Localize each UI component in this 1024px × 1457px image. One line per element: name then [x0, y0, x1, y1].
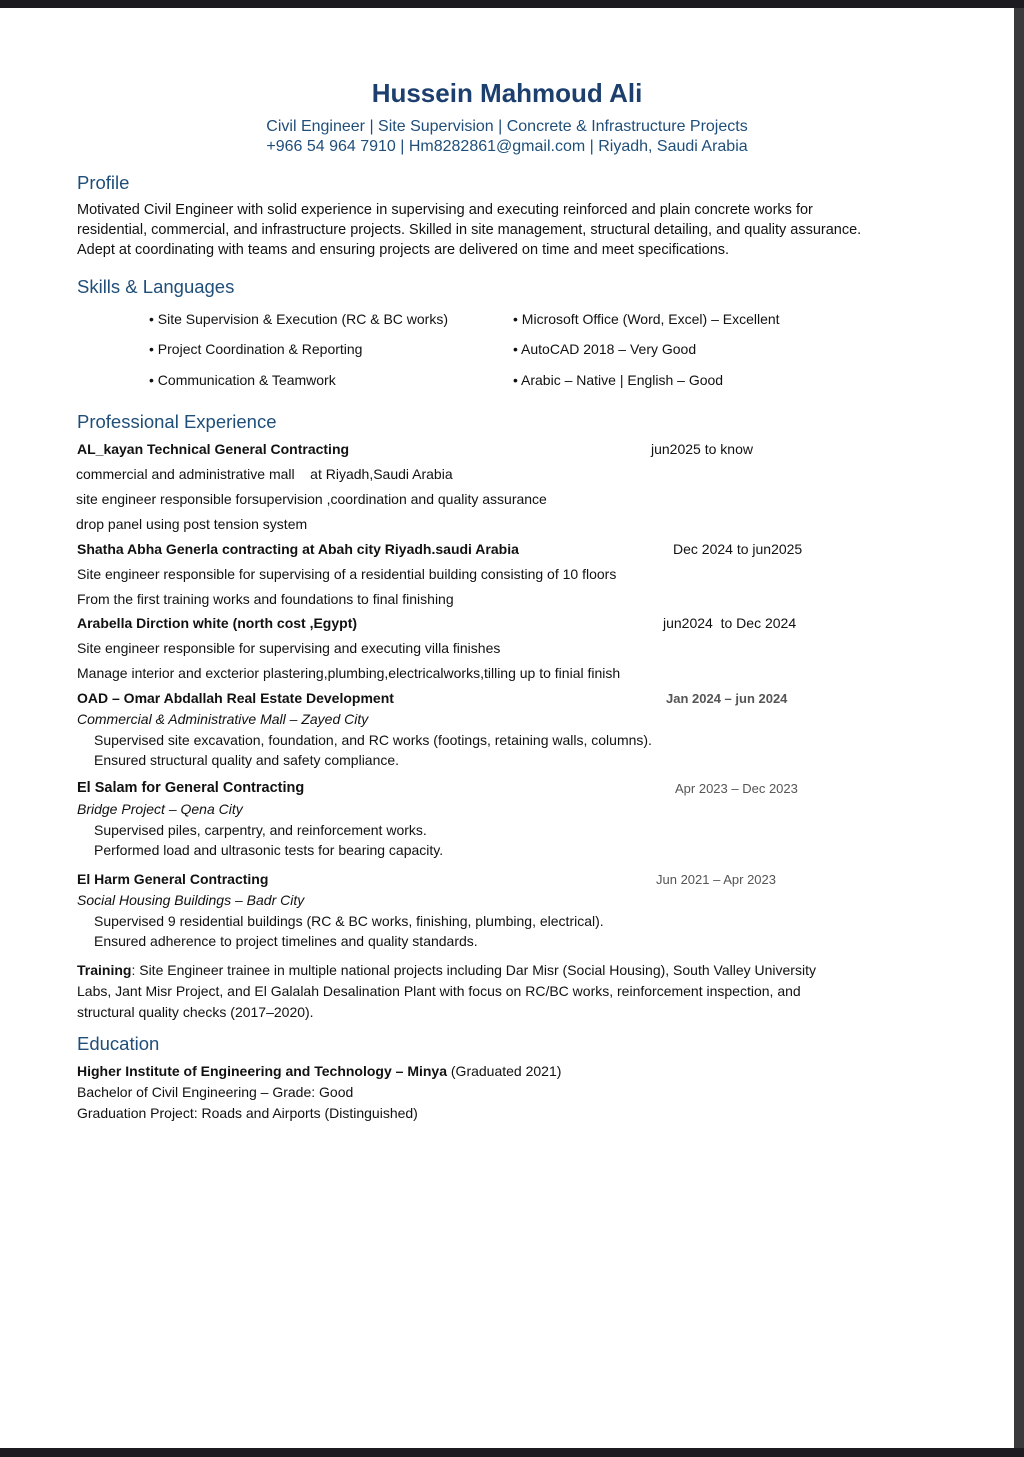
- job-line: site engineer responsible forsupervision ,coordination and quality assurance: [76, 491, 547, 507]
- contact-info: +966 54 964 7910 | Hm8282861@gmail.com | Riyadh, Saudi Arabia: [266, 138, 748, 155]
- training-line: structural quality checks (2017–2020).: [77, 1004, 314, 1020]
- job-company: El Harm General Contracting: [77, 871, 269, 887]
- education-graduated: (Graduated 2021): [447, 1063, 562, 1079]
- headline: Civil Engineer | Site Supervision | Concrete & Infrastructure Projects: [266, 118, 748, 135]
- job-line: Performed load and ultrasonic tests for bearing capacity.: [94, 842, 444, 858]
- section-heading-profile: Profile: [77, 172, 130, 193]
- job-company: AL_kayan Technical General Contracting: [77, 441, 350, 457]
- profile-line: residential, commercial, and infrastructure projects. Skilled in site management, structural detailing, and quality assurance.: [77, 222, 862, 238]
- skill-item: • Microsoft Office (Word, Excel) – Excellent: [513, 311, 780, 327]
- job-line: Site engineer responsible for supervising of a residential building consisting of 10 floors: [77, 566, 617, 582]
- profile-line: Motivated Civil Engineer with solid experience in supervising and executing reinforced and plain concrete works for: [77, 202, 813, 218]
- candidate-name: Hussein Mahmoud Ali: [371, 78, 643, 108]
- job-line: Manage interior and excterior plastering,plumbing,electricalworks,tilling up to finial finish: [77, 665, 621, 681]
- section-heading-experience: Professional Experience: [77, 411, 277, 432]
- training-line: Labs, Jant Misr Project, and El Galalah Desalination Plant with focus on RC/BC works, reinforcement inspection, and: [77, 983, 801, 999]
- section-heading-education: Education: [77, 1033, 160, 1054]
- skill-item: • Site Supervision & Execution (RC & BC works): [149, 311, 449, 327]
- job-line: Site engineer responsible for supervising and executing villa finishes: [77, 640, 501, 656]
- job-company: Arabella Dirction white (north cost ,Egypt): [77, 615, 358, 631]
- skill-item: • Arabic – Native | English – Good: [513, 372, 724, 388]
- job-dates: jun2025 to know: [651, 441, 753, 457]
- job-dates: Jan 2024 – jun 2024: [666, 691, 788, 706]
- job-company: Shatha Abha Generla contracting at Abah city Riyadh.saudi Arabia: [77, 541, 519, 557]
- job-line: From the first training works and foundations to final finishing: [77, 591, 454, 607]
- education-institution: Higher Institute of Engineering and Technology – Minya: [77, 1063, 447, 1079]
- viewer-scrollbar[interactable]: [1014, 8, 1024, 1448]
- job-line: Supervised piles, carpentry, and reinforcement works.: [94, 822, 427, 838]
- education-institution-line: [77, 1062, 561, 1080]
- job-company: El Salam for General Contracting: [77, 780, 305, 796]
- job-line: Ensured adherence to project timelines and quality standards.: [94, 933, 478, 949]
- job-line: commercial and administrative mall at Riyadh,Saudi Arabia: [76, 466, 453, 482]
- job-dates: Jun 2021 – Apr 2023: [656, 872, 776, 887]
- job-line: Ensured structural quality and safety compliance.: [94, 752, 400, 768]
- skill-item: • AutoCAD 2018 – Very Good: [513, 341, 697, 357]
- skill-item: • Communication & Teamwork: [149, 372, 336, 388]
- job-company: OAD – Omar Abdallah Real Estate Development: [77, 690, 394, 706]
- training-line: [77, 961, 816, 979]
- job-line: drop panel using post tension system: [76, 516, 308, 532]
- job-dates: Apr 2023 – Dec 2023: [675, 781, 798, 796]
- job-project: Commercial & Administrative Mall – Zayed City: [77, 711, 369, 727]
- profile-line: Adept at coordinating with teams and ensuring projects are delivered on time and meet specifications.: [77, 242, 730, 258]
- skill-item: • Project Coordination & Reporting: [149, 341, 363, 357]
- job-project: Bridge Project – Qena City: [77, 801, 243, 817]
- training-label: Training: [77, 962, 132, 978]
- job-project: Social Housing Buildings – Badr City: [77, 892, 305, 908]
- job-dates: jun2024 to Dec 2024: [663, 615, 797, 631]
- training-text: : Site Engineer trainee in multiple national projects including Dar Misr (Social Housing), South Valley University: [131, 962, 816, 978]
- job-line: Supervised 9 residential buildings (RC & BC works, finishing, plumbing, electrical).: [94, 913, 604, 929]
- job-line: Supervised site excavation, foundation, and RC works (footings, retaining walls, columns).: [94, 732, 652, 748]
- job-dates: Dec 2024 to jun2025: [673, 541, 803, 557]
- education-line: Graduation Project: Roads and Airports (Distinguished): [77, 1105, 418, 1121]
- education-line: Bachelor of Civil Engineering – Grade: Good: [77, 1084, 354, 1100]
- section-heading-skills: Skills & Languages: [77, 276, 235, 297]
- resume-page: [0, 8, 1014, 1448]
